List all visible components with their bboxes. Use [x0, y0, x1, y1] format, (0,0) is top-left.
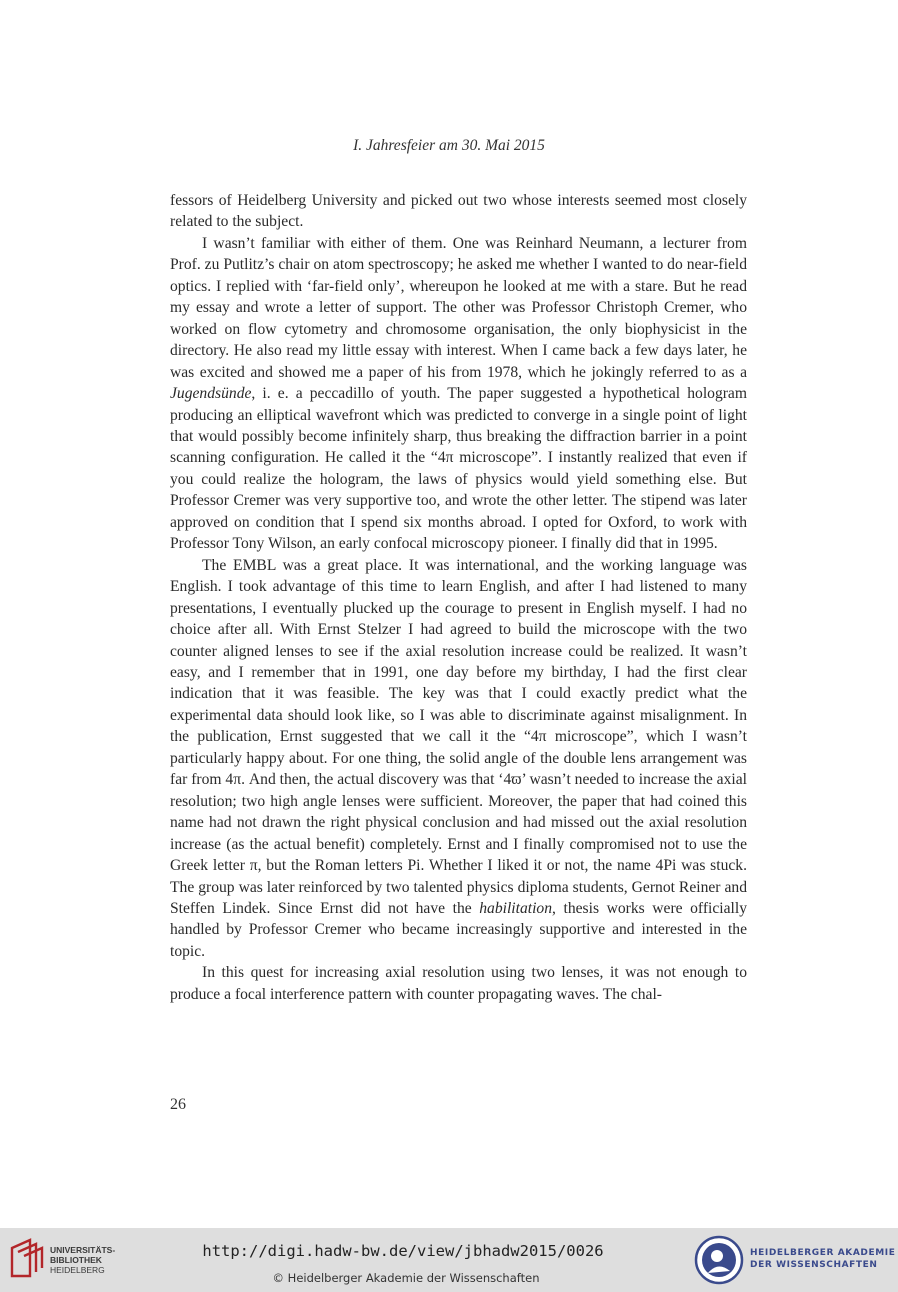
- ub-line-3: HEIDELBERG: [50, 1265, 105, 1275]
- paragraph-2-part-a: I wasn’t familiar with either of them. One was Reinhard Neumann, a lecturer from Prof. zu Putlitz’s chair on atom spectroscopy; he asked me whether I wanted to do near-field optics. I replied with ‘far-field only’, whereupon he looked at me with a stare. But he read my essay and wrote a letter of support. The other was Professor Christoph Cremer, who worked on flow cytometry and chromosome organisation, the only biophysicist in the directory. He also read my little essay with interest. When I came back a few days later, he was excited and showed me a paper of his from 1978, which he jokingly referred to as a: [170, 234, 747, 381]
- footer-bar: [0, 1228, 898, 1292]
- paragraph-3: [170, 555, 747, 963]
- academy-line-1: HEIDELBERGER AKADEMIE: [750, 1248, 896, 1258]
- paragraph-3-part-b: , thesis works were officially handled by Professor Cremer who became increasingly supportive and interested in the topic.: [170, 899, 747, 960]
- paragraph-1: fessors of Heidelberg University and picked out two whose interests seemed most closely related to the subject.: [170, 192, 747, 231]
- permalink-url[interactable]: http://digi.hadw-bw.de/view/jbhadw2015/0026: [202, 1242, 604, 1260]
- paragraph-3-part-a: The EMBL was a great place. It was international, and the working language was English. I took advantage of this time to learn English, and after I had listened to many presentations, I eventually plucked up the courage to present in English myself. I had no choice after all. With Ernst Stelzer I had agreed to build the microscope with the two counter aligned lenses to see if the axial resolution increase could be realized. It wasn’t easy, and I remember that in 1991, one day before my birthday, I had the first clear indication that it was feasible. The key was that I could exactly predict what the experimental data should look like, so I was able to discriminate against misalignment. In the publication, Ernst suggested that we call it the “4π microscope”, which I wasn’t particularly happy about. For one thing, the solid angle of the double lens arrangement was far from 4π. And then, the actual discovery was that ‘4ϖ’ wasn’t needed to increase the axial resolution; two high angle lenses were sufficient. Moreover, the paper that had coined this name had not drawn the right physical conclusion and had missed out the axial resolution increase (as the actual benefit) completely. Ernst and I finally compromised not to use the Greek letter π, but the Roman letters Pi. Whether I liked it or not, the name 4Pi was stuck. The group was later reinforced by two talented physics diploma students, Gernot Reiner and Steffen Lindek. Since Ernst did not have the: [170, 556, 747, 917]
- ub-line-2: BIBLIOTHEK: [50, 1255, 102, 1265]
- ub-line-1: UNIVERSITÄTS-: [50, 1245, 116, 1255]
- paragraph-2: [170, 233, 747, 555]
- paragraph-4: In this quest for increasing axial resolution using two lenses, it was not enough to produce a focal interference pattern with counter propagating waves. The chal-: [170, 964, 747, 1003]
- paragraph-2-part-b: , i. e. a peccadillo of youth. The paper suggested a hypothetical hologram producing an elliptical wavefront which was predicted to converge in a single point of light that would possibly become infinitely sharp, thus breaking the diffraction barrier in a point scanning configuration. He called it the “4π microscope”. I instantly realized that even if you could realize the hologram, the laws of physics would yield something else. But Professor Cremer was very supportive too, and wrote the other letter. The stipend was later approved on condition that I spend six months abroad. I opted for Oxford, to work with Professor Tony Wilson, an early confocal microscopy pioneer. I finally did that in 1995.: [170, 385, 747, 553]
- paragraph-2-italic: Jugendsünde: [170, 385, 252, 403]
- running-title: I. Jahresfeier am 30. Mai 2015: [353, 137, 545, 154]
- paragraph-3-italic: habilitation: [479, 899, 553, 917]
- body-text: [170, 190, 747, 1005]
- academy-seal-icon: [694, 1235, 744, 1285]
- copyright-text: © Heidelberger Akademie der Wissenschaften: [272, 1271, 540, 1285]
- academy-line-2: DER WISSENSCHAFTEN: [750, 1259, 878, 1270]
- page-number: 26: [170, 1096, 186, 1113]
- academy-name: [750, 1248, 896, 1271]
